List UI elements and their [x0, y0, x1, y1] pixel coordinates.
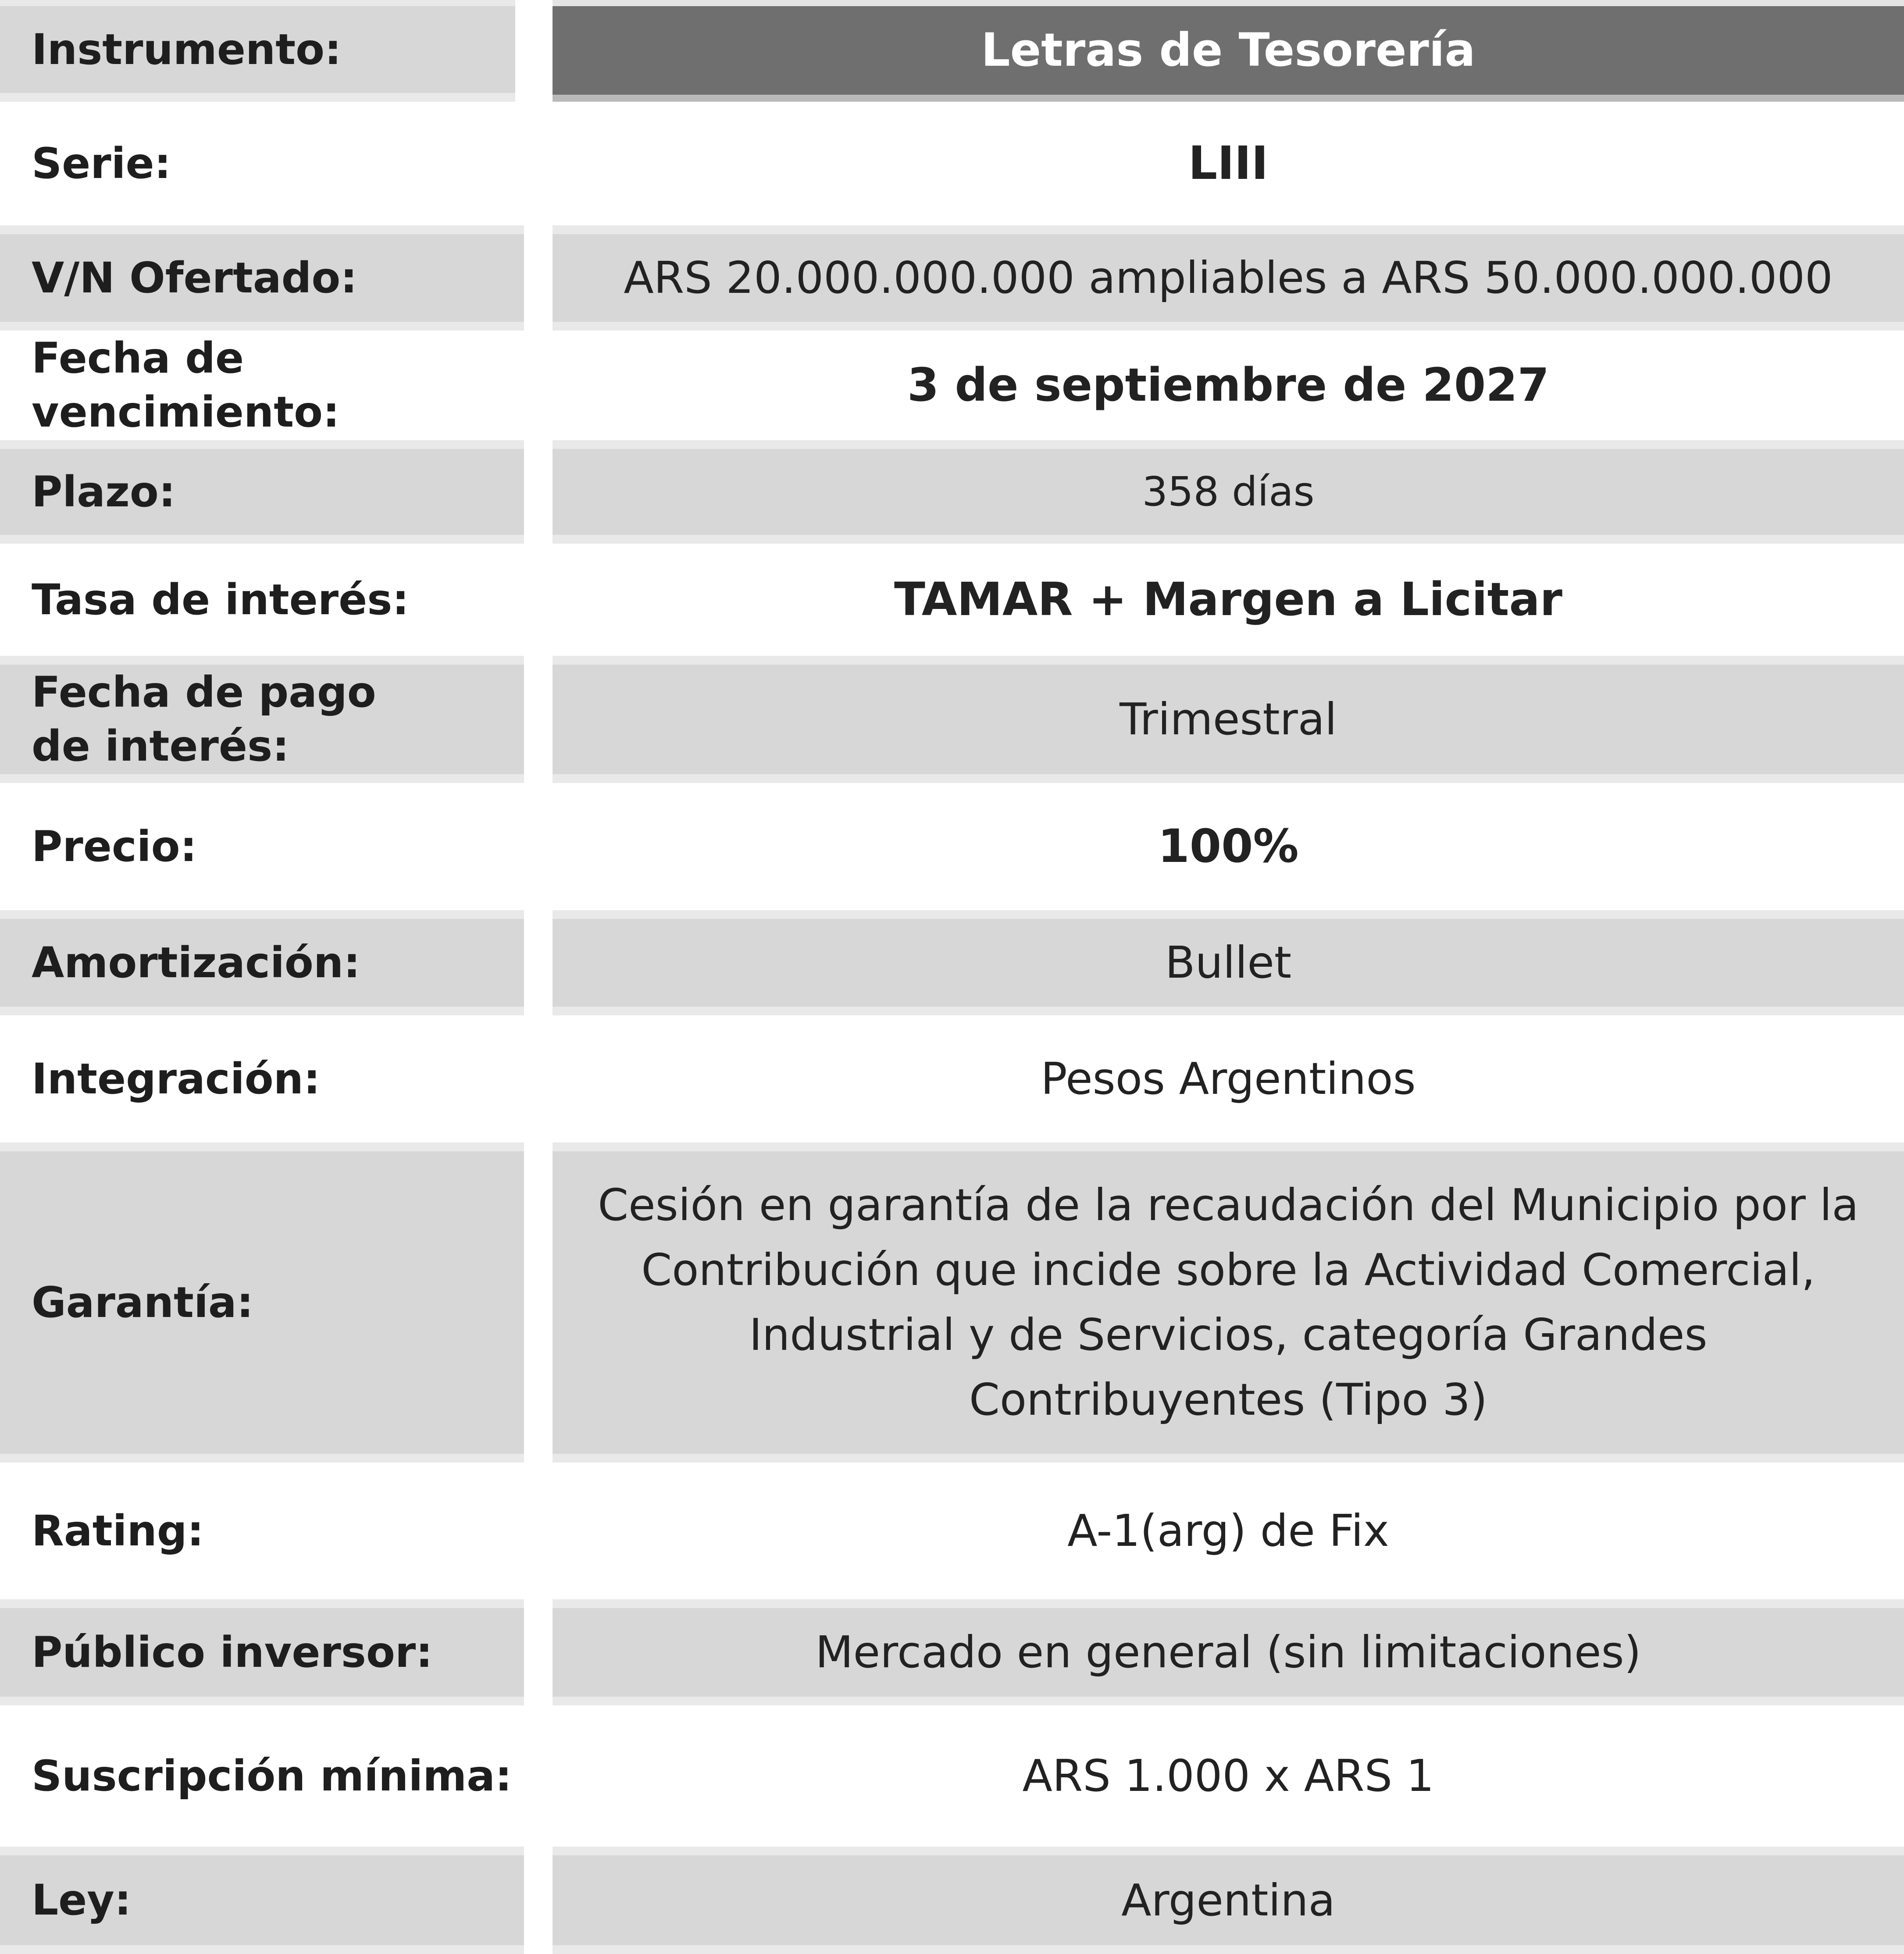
- value-tasa-interes: TAMAR + Margen a Licitar: [894, 573, 1562, 626]
- label-fecha-pago-interes: Fecha de pago de interés:: [0, 656, 524, 783]
- row-precio: [0, 783, 1904, 910]
- label-vn-ofertado: V/N Ofertado:: [0, 225, 524, 331]
- row-suscripcion-minima: [0, 1705, 1904, 1847]
- label-garantia: Garantía:: [0, 1143, 524, 1463]
- value-rating: A-1(arg) de Fix: [1067, 1505, 1389, 1556]
- label-tasa-interes: Tasa de interés:: [32, 575, 409, 624]
- value-plazo: 358 días: [553, 440, 1904, 544]
- row-fecha-vencimiento: [0, 331, 1904, 440]
- label-suscripcion-minima: Suscripción mínima:: [32, 1751, 512, 1801]
- value-garantia: Cesión en garantía de la recaudación del Municipio por la Contribución que incide sobre la Actividad Comercial, Industrial y de Servicios, categoría Grandes Contribuyentes (Tipo 3): [553, 1143, 1904, 1463]
- value-integracion: Pesos Argentinos: [1041, 1053, 1416, 1104]
- row-amortizacion: [0, 910, 1904, 1015]
- value-fecha-pago-interes: Trimestral: [553, 656, 1904, 783]
- value-instrumento: Letras de Tesorería: [553, 0, 1904, 102]
- label-serie: Serie:: [32, 139, 171, 188]
- row-vn-ofertado: [0, 225, 1904, 331]
- label-amortizacion: Amortización:: [0, 910, 524, 1015]
- label-fecha-vencimiento: Fecha de vencimiento:: [32, 334, 340, 437]
- row-ley: [0, 1847, 1904, 1954]
- value-ley: Argentina: [553, 1847, 1904, 1954]
- label-integracion: Integración:: [32, 1054, 321, 1103]
- row-tasa-interes: [0, 544, 1904, 656]
- value-vn-ofertado: ARS 20.000.000.000 ampliables a ARS 50.000.000.000: [553, 225, 1904, 331]
- value-amortizacion: Bullet: [553, 910, 1904, 1015]
- row-integracion: [0, 1015, 1904, 1143]
- row-rating: [0, 1463, 1904, 1599]
- row-fecha-pago-interes: [0, 656, 1904, 783]
- row-serie: [0, 102, 1904, 225]
- label-publico-inversor: Público inversor:: [0, 1599, 524, 1705]
- label-ley: Ley:: [0, 1847, 524, 1954]
- value-fecha-vencimiento: 3 de septiembre de 2027: [907, 358, 1550, 412]
- label-precio: Precio:: [32, 822, 197, 871]
- value-publico-inversor: Mercado en general (sin limitaciones): [553, 1599, 1904, 1705]
- row-publico-inversor: [0, 1599, 1904, 1705]
- label-instrumento: Instrumento:: [0, 0, 515, 102]
- value-precio: 100%: [1158, 819, 1299, 873]
- value-suscripcion-minima: ARS 1.000 x ARS 1: [1022, 1750, 1434, 1801]
- label-plazo: Plazo:: [0, 440, 524, 544]
- row-garantia: [0, 1143, 1904, 1463]
- label-rating: Rating:: [32, 1506, 204, 1555]
- value-serie: LIII: [1188, 136, 1269, 190]
- row-plazo: [0, 440, 1904, 544]
- row-instrumento: [0, 0, 1904, 102]
